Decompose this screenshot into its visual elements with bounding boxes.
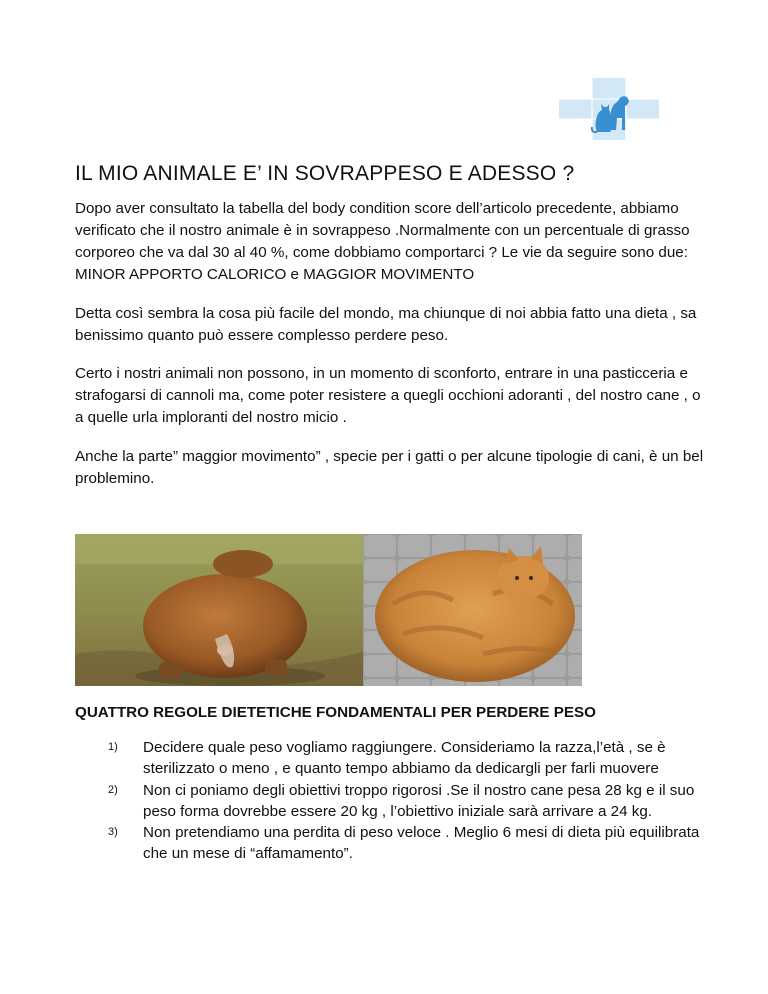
rule-number: 1) bbox=[108, 741, 118, 753]
rule-item bbox=[108, 822, 708, 865]
rule-text: Non pretendiamo una perdita di peso veloce . Meglio 6 mesi di dieta più equilibrata che un mese di “affamamento”. bbox=[143, 824, 700, 863]
rule-number: 3) bbox=[108, 826, 118, 839]
overweight-cat-photo bbox=[363, 534, 582, 686]
paragraph-diet: Detta così sembra la cosa più facile del mondo, ma chiunque di noi abbia fatto una dieta , sa benissimo quanto può essere complesso perdere peso. bbox=[75, 305, 697, 344]
rule-text: Decidere quale peso vogliamo raggiungere. Consideriamo la razza,l’età , se è sterilizzato o meno , e quanto tempo abbiamo da dedicargli per farli muovere bbox=[143, 739, 666, 778]
paragraph-temptation: Certo i nostri animali non possono, in un momento di sconforto, entrare in una pasticceria e strafogarsi di cannoli ma, come poter resistere a quegli occhioni adoranti , del nostro cane , o a quelle urla imploranti del nostro micio . bbox=[75, 365, 701, 426]
section-title: QUATTRO REGOLE DIETETICHE FONDAMENTALI PER PERDERE PESO bbox=[75, 704, 596, 721]
photos-row bbox=[75, 534, 582, 686]
rule-text: Non ci poniamo degli obiettivi troppo rigorosi .Se il nostro cane pesa 28 kg e il suo peso forma dovrebbe essere 20 kg , l’obiettivo iniziale sarà arrivare a 24 kg. bbox=[143, 781, 695, 820]
rule-number: 2) bbox=[108, 783, 118, 796]
article-title: IL MIO ANIMALE E’ IN SOVRAPPESO E ADESSO ? bbox=[75, 162, 575, 185]
rule-item bbox=[108, 780, 708, 823]
rules-list bbox=[108, 737, 708, 865]
paragraph-intro: Dopo aver consultato la tabella del body condition score dell’articolo precedente, abbiamo verificato che il nostro animale è in sovrappeso .Normalmente con un percentuale di grasso corporeo che va dal 30 al 40 %, come dobbiamo comportarci ? Le vie da seguire sono due: MINOR APPORTO CALORICO e MAGGIOR MOVIMENTO bbox=[75, 200, 690, 283]
overweight-dog-photo bbox=[75, 534, 363, 686]
paragraph-movement: Anche la parte” maggior movimento” , specie per i gatti o per alcune tipologie di cani, è un bel problemino. bbox=[75, 448, 704, 487]
rule-item bbox=[108, 737, 708, 780]
vet-cross-cat-dog-icon bbox=[559, 78, 659, 140]
